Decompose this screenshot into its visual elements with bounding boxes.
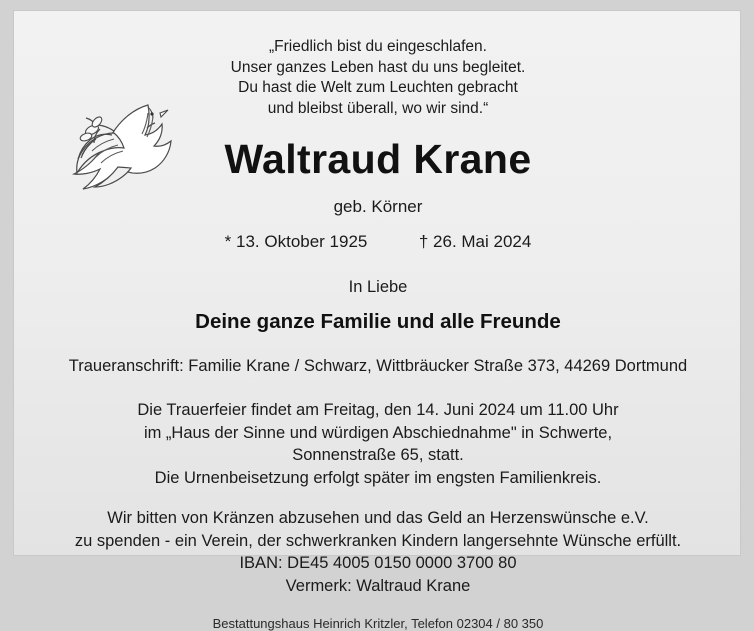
- ceremony-line: Sonnenstraße 65, statt.: [292, 446, 464, 464]
- deceased-name: Waltraud Krane: [224, 136, 532, 182]
- ceremony-block: [14, 399, 742, 489]
- ceremony-line: Die Urnenbeisetzung erfolgt später im engsten Familienkreis.: [154, 468, 602, 487]
- in-love-text: In Liebe: [348, 278, 408, 296]
- ceremony-line: Die Trauerfeier findet am Freitag, den 14. Juni 2024 um 11.00 Uhr: [137, 401, 619, 419]
- donation-iban: IBAN: DE45 4005 0150 0000 3700 80: [239, 554, 517, 572]
- death-date: † 26. Mai 2024: [418, 232, 532, 251]
- family-line: Deine ganze Familie und alle Freunde: [195, 310, 561, 333]
- birth-date: * 13. Oktober 1925: [224, 232, 368, 251]
- obituary-content: [14, 11, 742, 631]
- quote-line: und bleibst überall, wo wir sind.“: [267, 99, 489, 117]
- mourning-address: Traueranschrift: Familie Krane / Schwarz, Wittbräucker Straße 373, 44269 Dortmund: [68, 357, 688, 375]
- donation-reference: Vermerk: Waltraud Krane: [285, 576, 471, 595]
- life-dates: [14, 232, 742, 252]
- donation-line: Wir bitten von Kränzen abzusehen und das Geld an Herzenswünsche e.V.: [107, 509, 649, 527]
- quote-line: Unser ganzes Leben hast du uns begleitet.: [230, 58, 526, 76]
- obituary-card: [13, 10, 741, 631]
- donation-line: zu spenden - ein Verein, der schwerkranken Kindern langersehnte Wünsche erfüllt.: [74, 531, 682, 550]
- quote-block: [14, 37, 742, 119]
- donation-block: [14, 507, 742, 597]
- ceremony-line: im „Haus der Sinne und würdigen Abschiednahme" in Schwerte,: [143, 423, 613, 442]
- quote-line: „Friedlich bist du eingeschlafen.: [269, 38, 487, 55]
- maiden-name: geb. Körner: [333, 197, 423, 216]
- quote-line: Du hast die Welt zum Leuchten gebracht: [238, 79, 518, 96]
- funeral-home: Bestattungshaus Heinrich Kritzler, Telefon 02304 / 80 350: [212, 616, 544, 631]
